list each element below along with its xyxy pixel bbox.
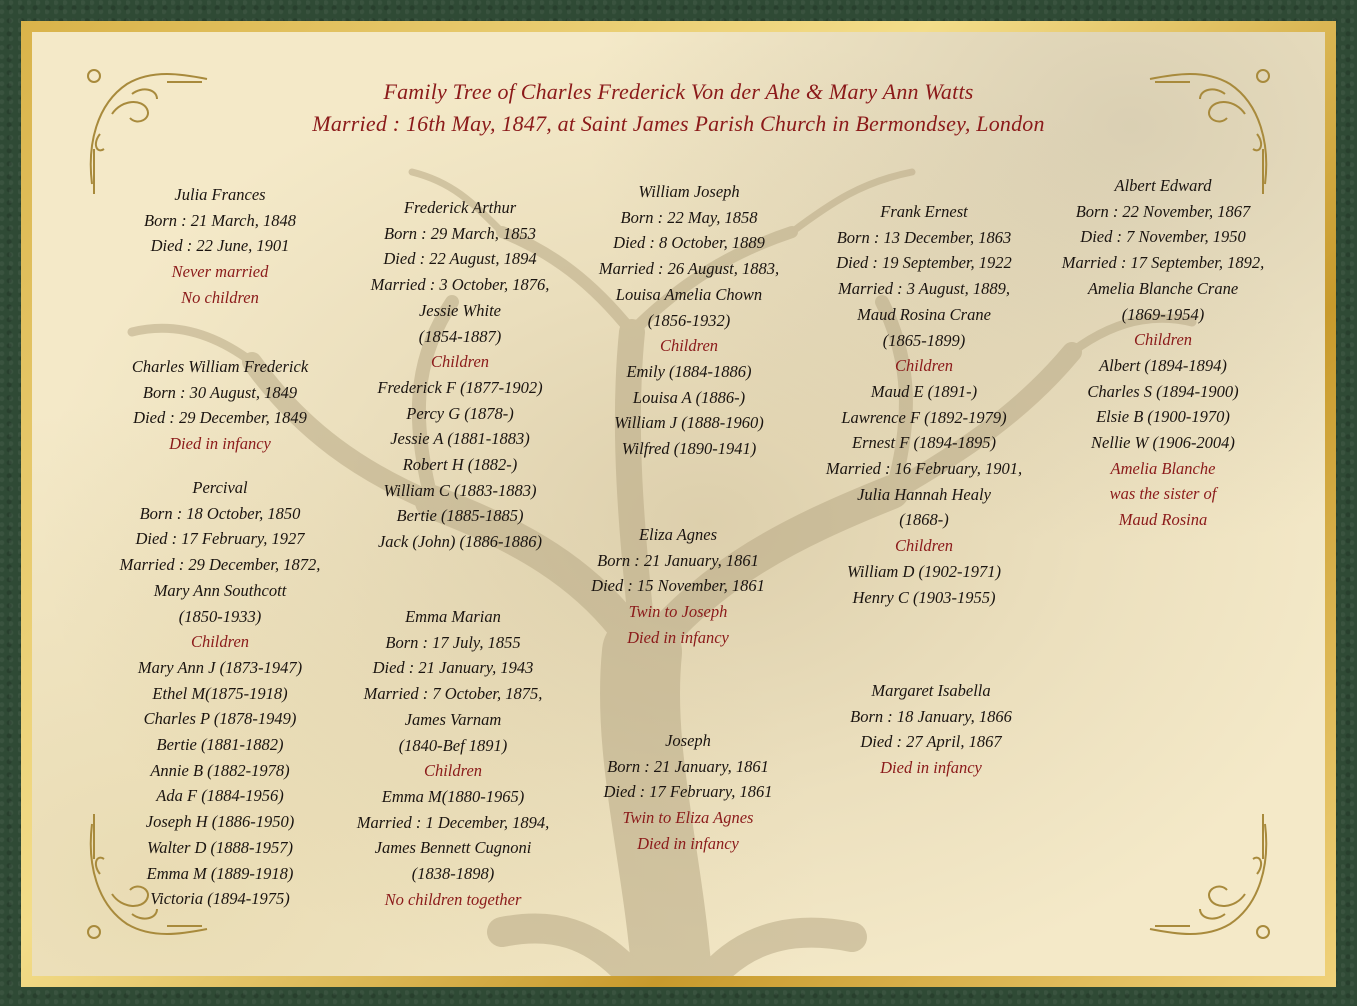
died-line: Died : 8 October, 1889 [613, 233, 765, 253]
child-line: Ernest F (1894-1895) [852, 433, 996, 453]
note-line: Died in infancy [637, 833, 739, 853]
spouse-name: Maud Rosina Crane [857, 304, 991, 324]
child-line: Emma M (1889-1918) [146, 863, 294, 883]
person-name: Joseph [665, 731, 711, 750]
person-frank-ernest [799, 199, 1049, 610]
child-line: Bertie (1885-1885) [396, 506, 524, 526]
spouse-name: James Varnam [404, 709, 502, 729]
person-name: Albert Edward [1114, 176, 1212, 195]
child-line: Frederick F (1877-1902) [377, 377, 543, 397]
note-line: Never married [171, 262, 269, 282]
note-line: was the sister of [1109, 484, 1217, 504]
died-line: Died : 7 November, 1950 [1080, 227, 1246, 247]
person-julia-frances [95, 182, 345, 311]
spouse-dates: (1869-1954) [1121, 304, 1205, 324]
child-line: Percy G (1878-) [406, 403, 514, 423]
died-line: Died : 29 December, 1849 [133, 408, 307, 428]
person-name: William Joseph [638, 182, 740, 201]
spouse-name: Julia Hannah Healy [857, 484, 991, 504]
child-line: Walter D (1888-1957) [146, 837, 294, 857]
born-line: Born : 22 November, 1867 [1075, 201, 1251, 221]
person-name: Julia Frances [174, 185, 266, 204]
died-line: Died : 27 April, 1867 [860, 732, 1002, 752]
child-line: Victoria (1894-1975) [150, 889, 290, 909]
child-line: Emily (1884-1886) [626, 361, 752, 381]
gold-frame [21, 21, 1336, 987]
child-line: Annie B (1882-1978) [150, 760, 290, 780]
born-line: Born : 21 March, 1848 [144, 210, 296, 230]
spouse-name: Louisa Amelia Chown [615, 284, 763, 304]
person-name: Frank Ernest [880, 202, 968, 221]
born-line: Born : 17 July, 1855 [385, 632, 521, 652]
died-line: Died : 22 June, 1901 [150, 236, 290, 256]
married-line: Married : 17 September, 1892, [1061, 253, 1265, 273]
person-charles-william-frederick [95, 354, 345, 457]
born-line: Born : 30 August, 1849 [142, 382, 298, 402]
spouse-dates: (1838-1898) [411, 864, 495, 884]
child-line: Bertie (1881-1882) [156, 735, 284, 755]
died-line: Died : 21 January, 1943 [372, 658, 534, 678]
married-line: Married : 7 October, 1875, [363, 684, 543, 704]
spouse-dates: (1850-1933) [178, 606, 262, 626]
died-line: Died : 15 November, 1861 [591, 576, 765, 596]
children-heading: Children [894, 536, 954, 556]
children-heading: Children [659, 336, 719, 356]
child-line: Charles S (1894-1900) [1087, 381, 1239, 401]
child-line: William C (1883-1883) [383, 480, 537, 500]
children-heading: Children [190, 632, 250, 652]
child-line: Albert (1894-1894) [1099, 355, 1227, 375]
child-line: Wilfred (1890-1941) [621, 439, 757, 459]
person-name: Emma Marian [405, 607, 501, 626]
note-line: Died in infancy [880, 758, 982, 778]
child-line: Joseph H (1886-1950) [145, 812, 295, 832]
note-line: No children [181, 287, 259, 307]
note-line: Amelia Blanche [1110, 458, 1216, 478]
person-joseph [563, 728, 813, 857]
person-name: Frederick Arthur [403, 198, 517, 217]
born-line: Born : 22 May, 1858 [620, 207, 758, 227]
children-heading: Children [894, 356, 954, 376]
child-line: Lawrence F (1892-1979) [841, 407, 1007, 427]
child-line: Nellie W (1906-2004) [1091, 433, 1235, 453]
child-line: Jack (John) (1886-1886) [377, 532, 543, 552]
person-percival [95, 475, 345, 912]
spouse-name: Amelia Blanche Crane [1087, 278, 1239, 298]
note-line: Died in infancy [627, 627, 729, 647]
person-name: Margaret Isabella [871, 681, 991, 700]
person-albert-edward [1038, 173, 1288, 533]
spouse-dates: (1840-Bef 1891) [398, 735, 508, 755]
person-name: Charles William Frederick [131, 357, 309, 376]
spouse-name: James Bennett Cugnoni [374, 838, 532, 858]
born-line: Born : 21 January, 1861 [607, 756, 769, 776]
person-william-joseph [564, 179, 814, 462]
spouse-dates: (1856-1932) [647, 310, 731, 330]
died-line: Died : 19 September, 1922 [836, 253, 1012, 273]
child-line: Ethel M(1875-1918) [152, 683, 288, 703]
born-line: Born : 21 January, 1861 [597, 550, 759, 570]
child-line: Ada F (1884-1956) [156, 786, 284, 806]
note-line: Maud Rosina [1118, 510, 1208, 530]
person-margaret-isabella [806, 678, 1056, 781]
child-line: Emma M(1880-1965) [381, 786, 525, 806]
children-heading: Children [423, 761, 483, 781]
person-name: Eliza Agnes [638, 525, 718, 544]
spouse-name: Jessie White [418, 300, 501, 320]
note-line: Twin to Eliza Agnes [622, 808, 754, 828]
born-line: Born : 13 December, 1863 [836, 227, 1012, 247]
children-heading: Children [430, 352, 490, 372]
child-line: Jessie A (1881-1883) [390, 429, 530, 449]
married-line: Married : 1 December, 1894, [356, 812, 550, 832]
child-line: William D (1902-1971) [847, 561, 1001, 581]
born-line: Born : 29 March, 1853 [384, 223, 536, 243]
spouse-dates: (1865-1899) [882, 330, 966, 350]
note-line: Twin to Joseph [628, 602, 728, 622]
born-line: Born : 18 January, 1866 [850, 706, 1012, 726]
married-line: Married : 3 August, 1889, [837, 279, 1011, 299]
parchment [32, 32, 1325, 976]
spouse-name: Mary Ann Southcott [153, 580, 287, 600]
child-line: Henry C (1903-1955) [852, 587, 996, 607]
child-line: Maud E (1891-) [870, 381, 978, 401]
married-line: Married : 26 August, 1883, [598, 259, 780, 279]
note-line: Died in infancy [169, 434, 271, 454]
married-line: Married : 3 October, 1876, [370, 275, 550, 295]
spouse-dates: (1854-1887) [418, 326, 502, 346]
child-line: Louisa A (1886-) [632, 387, 746, 407]
ornament-bottom-right-icon [1135, 804, 1285, 954]
person-eliza-agnes [553, 522, 803, 651]
died-line: Died : 17 February, 1927 [135, 529, 305, 549]
married-line: Married : 29 December, 1872, [119, 555, 321, 575]
person-emma-marian [328, 604, 578, 912]
person-name: Percival [192, 478, 248, 497]
person-frederick-arthur [335, 195, 585, 555]
died-line: Died : 17 February, 1861 [603, 782, 773, 802]
married-line: Married : 16 February, 1901, [825, 459, 1023, 479]
child-line: Mary Ann J (1873-1947) [137, 657, 303, 677]
note-line: No children together [384, 889, 522, 909]
child-line: Robert H (1882-) [402, 455, 518, 475]
page-title: Family Tree of Charles Frederick Von der Ahe & Mary Ann Watts [383, 79, 974, 104]
marriage-subtitle: Married : 16th May, 1847, at Saint James Parish Church in Bermondsey, London [312, 111, 1045, 136]
spouse-dates: (1868-) [899, 510, 949, 530]
child-line: Elsie B (1900-1970) [1096, 407, 1230, 427]
children-heading: Children [1133, 330, 1193, 350]
child-line: William J (1888-1960) [614, 413, 764, 433]
child-line: Charles P (1878-1949) [143, 709, 297, 729]
born-line: Born : 18 October, 1850 [139, 503, 301, 523]
died-line: Died : 22 August, 1894 [383, 249, 537, 269]
